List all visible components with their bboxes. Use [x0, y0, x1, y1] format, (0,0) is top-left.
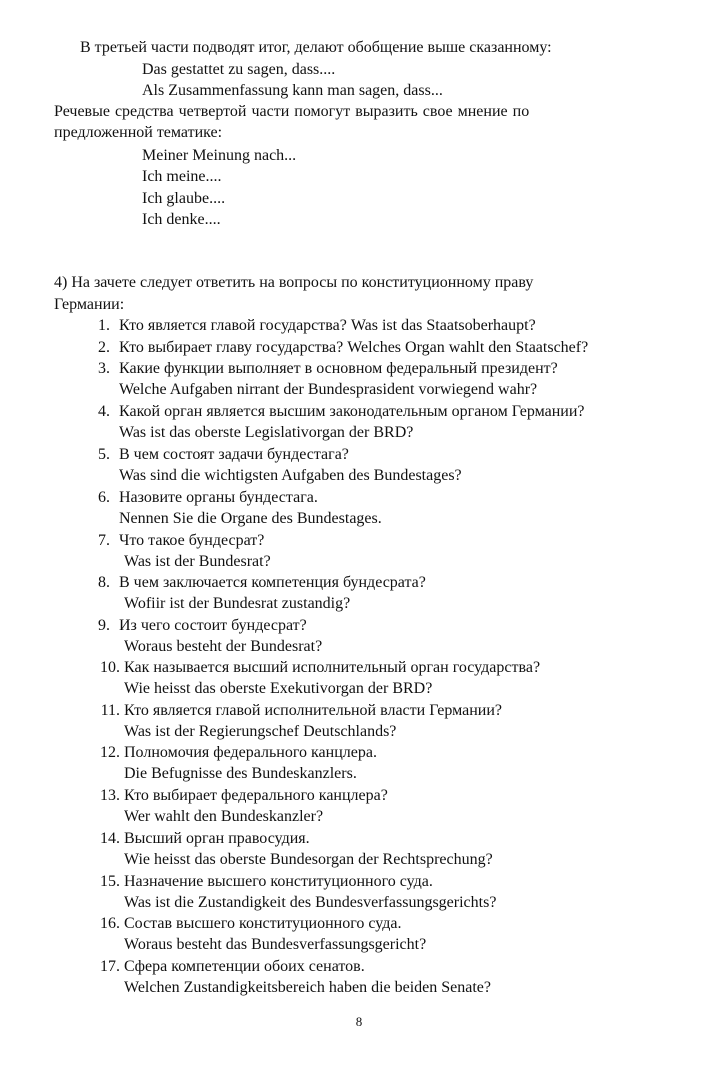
- question-de: Die Befugnisse des Bundeskanzlers.: [124, 765, 357, 782]
- section3-phrase: Als Zusammenfassung kann man sagen, dass...: [142, 82, 443, 99]
- question-de: Woraus besteht das Bundesverfassungsgericht?: [124, 936, 427, 953]
- speech-intro-line1: Речевые средства четвертой части помогут выразить свое мнение по: [54, 103, 530, 120]
- question-ru: Какие функции выполняет в основном федеральный президент?: [119, 360, 558, 377]
- speech-phrase: Meiner Meinung nach...: [142, 147, 297, 164]
- question-de: Was ist die Zustandigkeit des Bundesverfassungsgerichts?: [124, 894, 497, 911]
- question-ru: В чем состоят задачи бундестага?: [119, 446, 349, 463]
- question-number: 12.: [100, 744, 120, 761]
- speech-phrase: Ich denke....: [142, 211, 221, 228]
- section3-phrase: Das gestattet zu sagen, dass....: [142, 61, 336, 78]
- question-de: Was ist der Regierungschef Deutschlands?: [124, 723, 397, 740]
- question-number: 17.: [100, 958, 120, 975]
- question-ru: Полномочия федерального канцлера.: [124, 744, 377, 761]
- question-ru: Кто выбирает главу государства? Welches Organ wahlt den Staatschef?: [119, 339, 589, 356]
- question-de: Welche Aufgaben nirrant der Bundesprasident vorwiegend wahr?: [119, 381, 538, 398]
- question-number: 11.: [100, 702, 120, 719]
- question-de: Was ist der Bundesrat?: [124, 553, 271, 570]
- question-ru: Кто является главой исполнительной власти Германии?: [124, 702, 502, 719]
- question-ru: Из чего состоит бундесрат?: [119, 617, 307, 634]
- question-ru: Как называется высший исполнительный орган государства?: [124, 659, 541, 676]
- question-de: Wie heisst das oberste Exekutivorgan der BRD?: [124, 680, 433, 697]
- question-number: 4.: [98, 403, 110, 420]
- question-number: 3.: [98, 360, 110, 377]
- question-number: 14.: [100, 830, 120, 847]
- question-number: 8.: [98, 574, 110, 591]
- question-ru: Высший орган правосудия.: [124, 830, 310, 847]
- speech-phrase: Ich meine....: [142, 168, 222, 185]
- question-number: 13.: [100, 787, 120, 804]
- question-de: Was ist das oberste Legislativorgan der BRD?: [119, 424, 414, 441]
- question-number: 16.: [100, 915, 120, 932]
- question-ru: Кто является главой государства? Was ist das Staatsoberhaupt?: [119, 317, 536, 334]
- question-ru: Кто выбирает федерального канцлера?: [124, 787, 388, 804]
- question-number: 9.: [98, 617, 110, 634]
- question-ru: Какой орган является высшим законодательным органом Германии?: [119, 403, 585, 420]
- question-ru: В чем заключается компетенция бундесрата?: [119, 574, 426, 591]
- question-de: Woraus besteht der Bundesrat?: [124, 638, 323, 655]
- question-de: Nennen Sie die Organe des Bundestages.: [119, 510, 382, 527]
- question-ru: Что такое бундесрат?: [119, 532, 265, 549]
- question-number: 5.: [98, 446, 110, 463]
- exam-intro-line1: 4) На зачете следует ответить на вопросы по конституционному праву: [54, 274, 534, 291]
- question-number: 15.: [100, 873, 120, 890]
- exam-intro-line2: Германии:: [54, 296, 125, 313]
- question-de: Was sind die wichtigsten Aufgaben des Bundestages?: [119, 467, 462, 484]
- speech-intro-line2: предложенной тематике:: [54, 124, 223, 141]
- speech-phrase: Ich glaube....: [142, 190, 226, 207]
- question-de: Wie heisst das oberste Bundesorgan der Rechtsprechung?: [124, 851, 493, 868]
- question-de: Wer wahlt den Bundeskanzler?: [124, 808, 324, 825]
- question-number: 7.: [98, 532, 110, 549]
- page-number: 8: [355, 1014, 363, 1029]
- question-ru: Назначение высшего конституционного суда.: [124, 873, 433, 890]
- question-ru: Назовите органы бундестага.: [119, 489, 318, 506]
- section3-intro: В третьей части подводят итог, делают обобщение выше сказанному:: [80, 39, 552, 56]
- question-ru: Сфера компетенции обоих сенатов.: [124, 958, 365, 975]
- question-number: 10.: [100, 659, 120, 676]
- question-de: Welchen Zustandigkeitsbereich haben die beiden Senate?: [124, 979, 492, 996]
- question-ru: Состав высшего конституционного суда.: [124, 915, 402, 932]
- question-number: 1.: [98, 317, 110, 334]
- question-de: Wofiir ist der Bundesrat zustandig?: [124, 595, 351, 612]
- question-number: 6.: [98, 489, 110, 506]
- question-number: 2.: [98, 339, 110, 356]
